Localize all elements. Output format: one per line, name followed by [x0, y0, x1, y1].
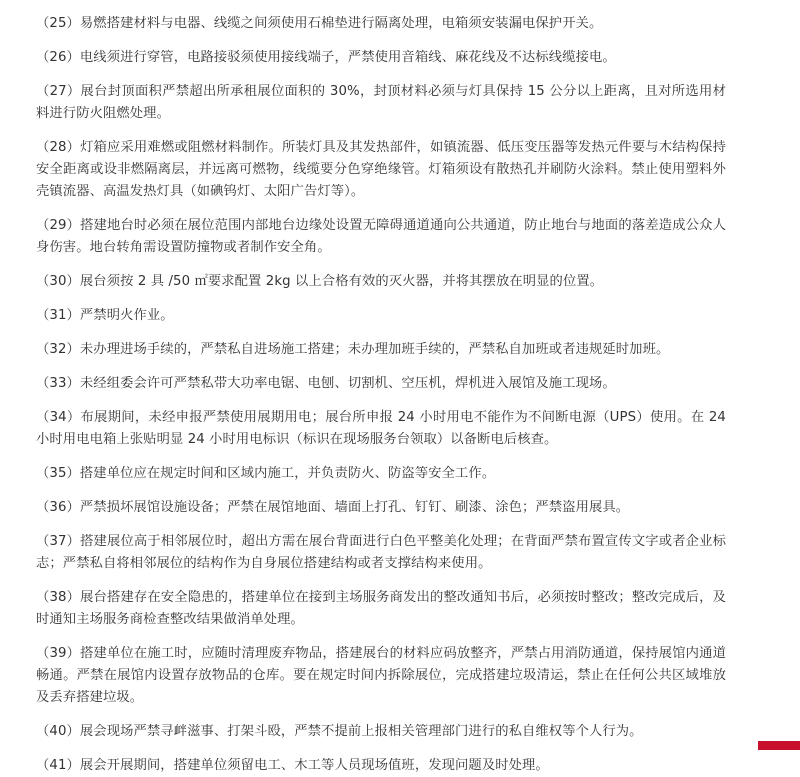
rule-34: （34）布展期间，未经申报严禁使用展期用电；展台所申报 24 小时用电不能作为不间断电源（UPS）使用。在 24 小时用电电箱上张贴明显 24 小时用电标识（标识在现场服务台领取）以备断电后核查。	[36, 410, 726, 447]
corner-accent-bar	[758, 741, 800, 750]
rule-28: （28）灯箱应采用难燃或阻燃材料制作。所装灯具及其发热部件，如镇流器、低压变压器等发热元件要与木结构保持安全距离或设非燃隔离层，并远离可燃物，线缆要分色穿绝缘管。灯箱须设有散热孔并刷防火涂料。禁止使用塑料外壳镇流器、高温发热灯具（如碘钨灯、太阳广告灯等）。	[36, 140, 726, 199]
rule-37: （37）搭建展位高于相邻展位时，超出方需在展台背面进行白色平整美化处理；在背面严禁布置宣传文字或者企业标志；严禁私自将相邻展位的结构作为自身展位搭建结构或者支撑结构来使用。	[36, 534, 726, 571]
rule-29: （29）搭建地台时必须在展位范围内部地台边缘处设置无障碍通道通向公共通道，防止地台与地面的落差造成公众人身伤害。地台转角需设置防撞物或者制作安全角。	[36, 218, 726, 255]
rule-35: （35）搭建单位应在规定时间和区域内施工，并负责防火、防盗等安全工作。	[36, 466, 496, 481]
rule-27: （27）展台封顶面积严禁超出所承租展位面积的 30%，封顶材料必须与灯具保持 15 公分以上距离，且对所选用材料进行防火阻燃处理。	[36, 84, 726, 121]
rule-39: （39）搭建单位在施工时，应随时清理废弃物品，搭建展台的材料应码放整齐，严禁占用消防通道，保持展馆内通道畅通。严禁在展馆内设置存放物品的仓库。要在规定时间内拆除展位，完成搭建垃圾清运，禁止在任何公共区域堆放及丢弃搭建垃圾。	[36, 646, 726, 705]
rule-31: （31）严禁明火作业。	[36, 308, 174, 323]
rule-38: （38）展台搭建存在安全隐患的，搭建单位在接到主场服务商发出的整改通知书后，必须按时整改；整改完成后，及时通知主场服务商检查整改结果做消单处理。	[36, 590, 726, 627]
rule-26: （26）电线须进行穿管，电路接驳须使用接线端子，严禁使用音箱线、麻花线及不达标线缆接电。	[36, 50, 616, 65]
rules-document	[36, 0, 726, 777]
rule-32: （32）未办理进场手续的，严禁私自进场施工搭建；未办理加班手续的，严禁私自加班或者违规延时加班。	[36, 342, 670, 357]
rule-33: （33）未经组委会许可严禁私带大功率电锯、电刨、切割机、空压机，焊机进入展馆及施工现场。	[36, 376, 616, 391]
rule-41: （41）展会开展期间，搭建单位须留电工、木工等人员现场值班，发现问题及时处理。	[36, 758, 549, 773]
rule-36: （36）严禁损坏展馆设施设备；严禁在展馆地面、墙面上打孔、钉钉、刷漆、涂色；严禁盗用展具。	[36, 500, 630, 515]
rule-40: （40）展会现场严禁寻衅滋事、打架斗殴，严禁不提前上报相关管理部门进行的私自维权等个人行为。	[36, 724, 643, 739]
rule-30: （30）展台须按 2 具 /50 ㎡要求配置 2kg 以上合格有效的灭火器，并将其摆放在明显的位置。	[36, 274, 604, 289]
rule-25: （25）易燃搭建材料与电器、线缆之间须使用石棉垫进行隔离处理，电箱须安装漏电保护开关。	[36, 16, 603, 31]
